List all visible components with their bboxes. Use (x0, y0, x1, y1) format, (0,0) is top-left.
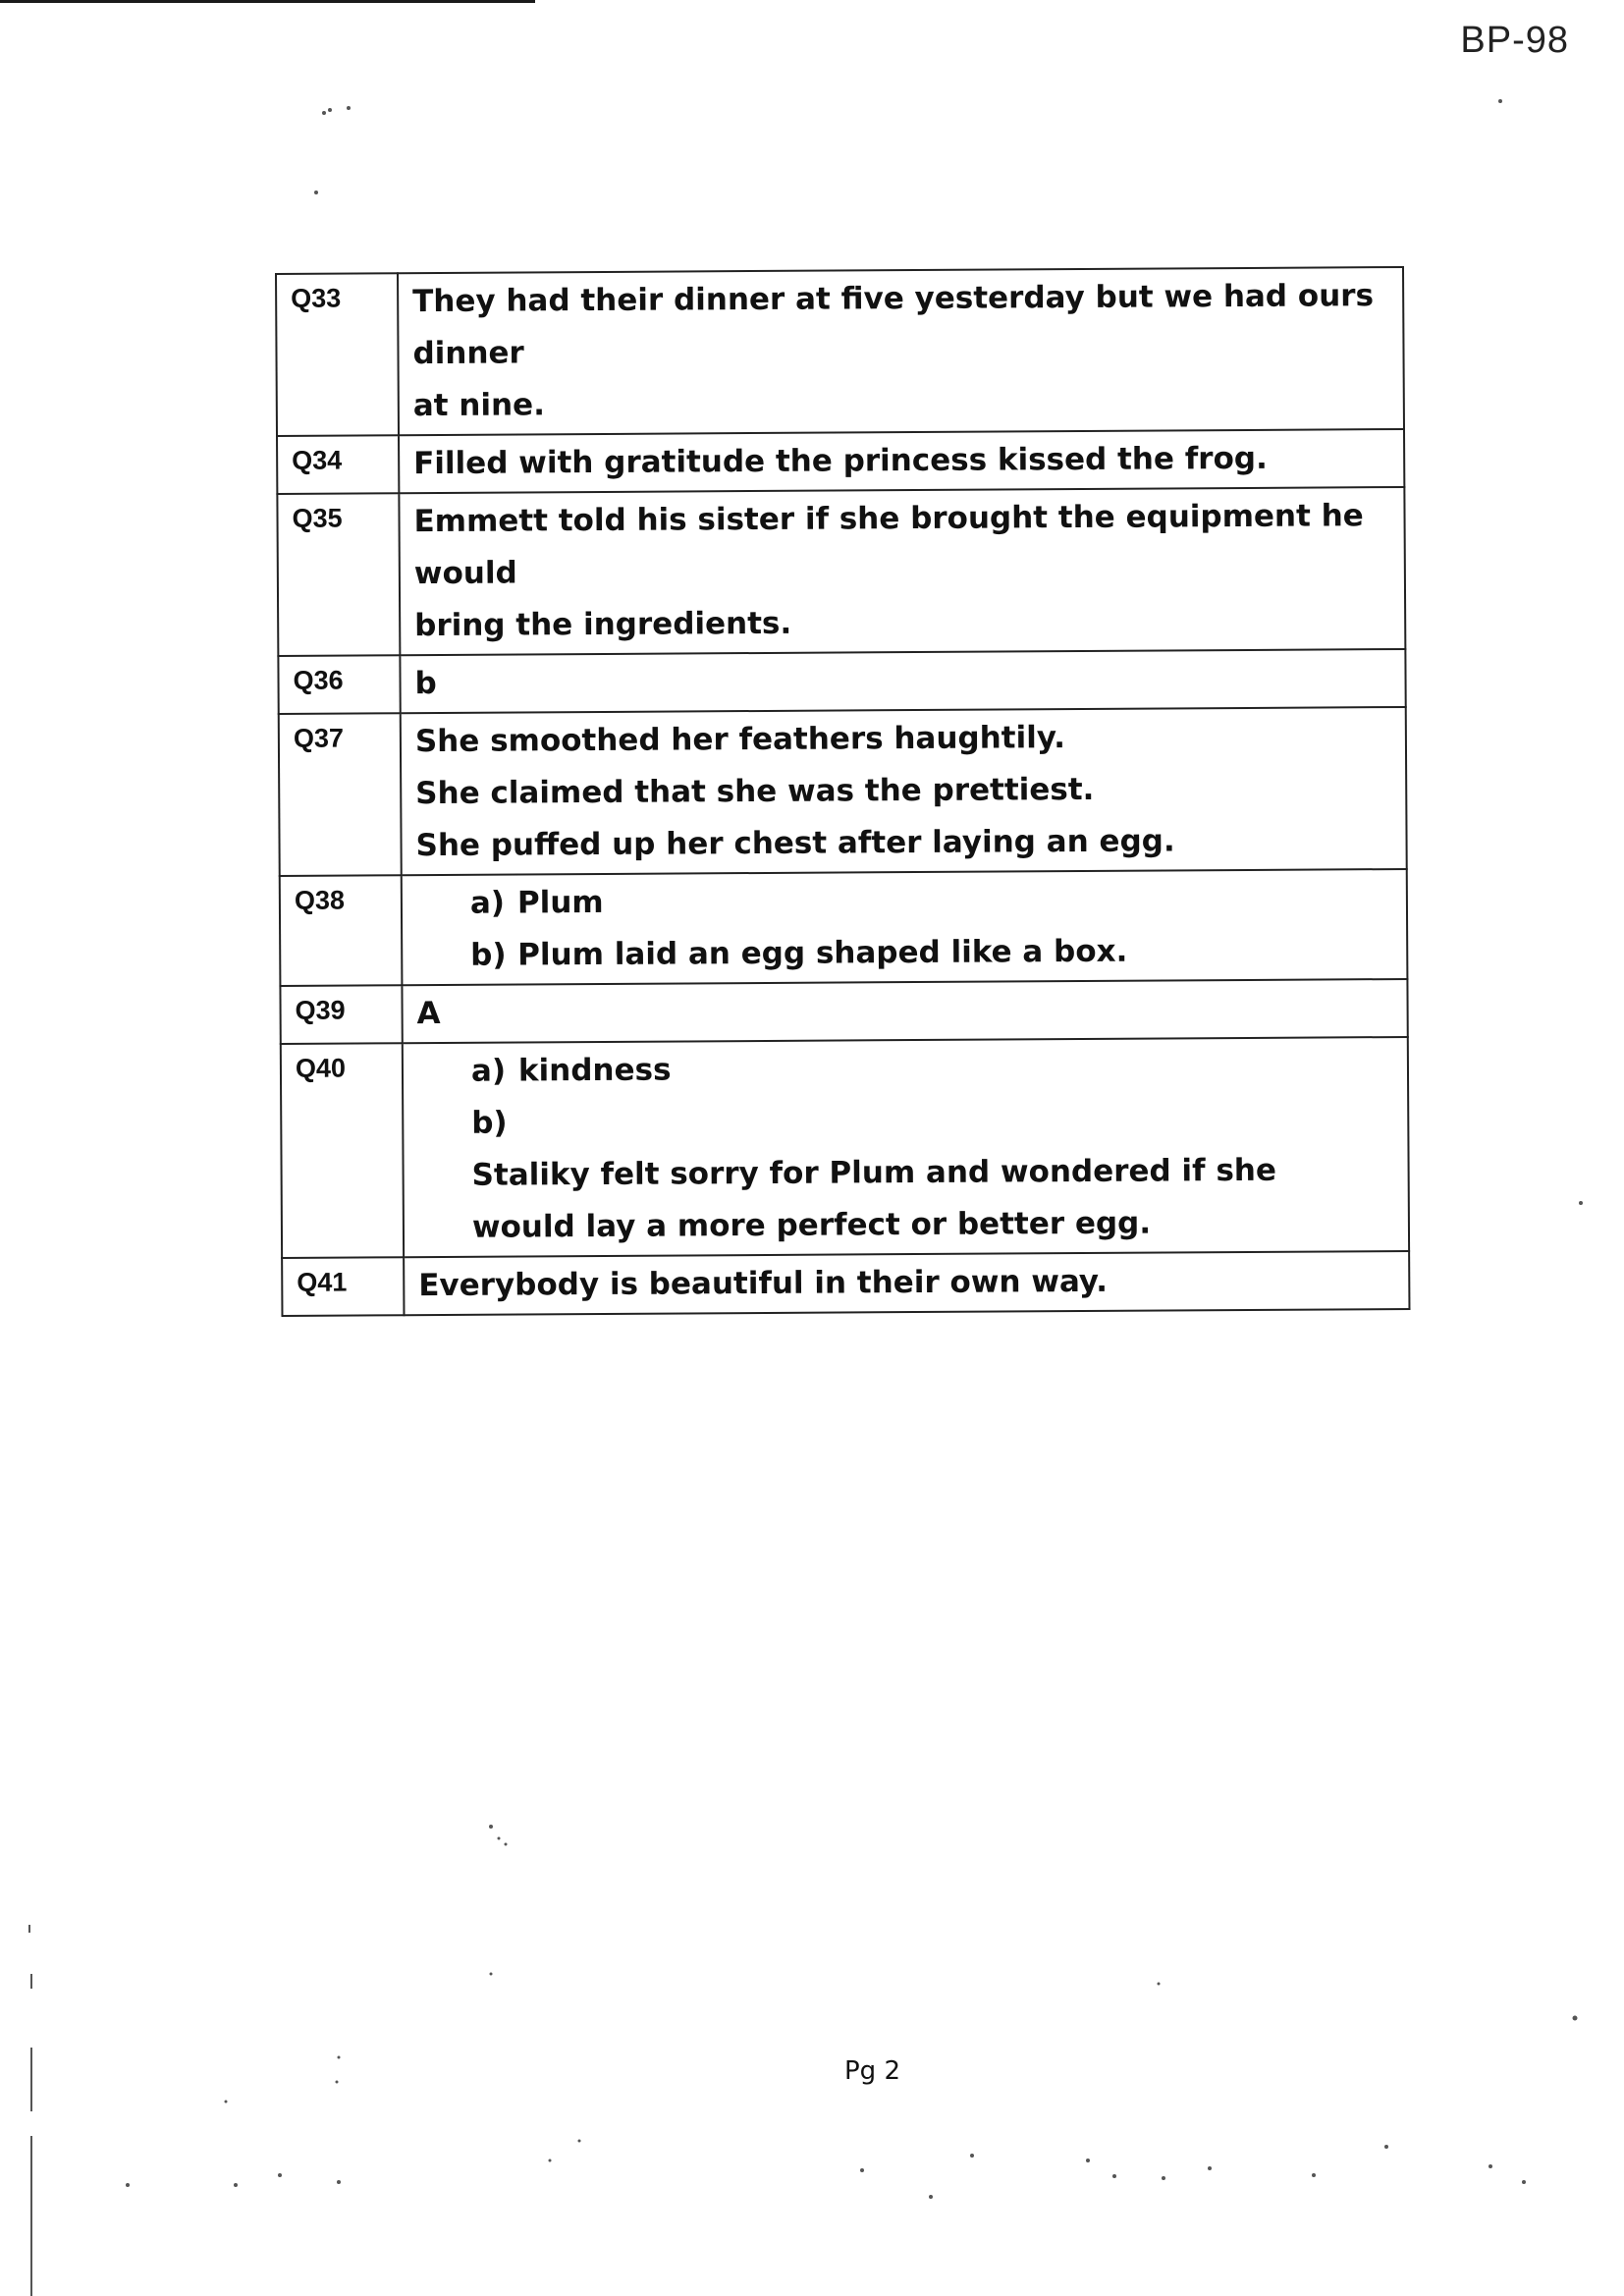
sub-answer-text: Plum laid an egg shaped like a box. (517, 933, 1128, 973)
table-row (279, 707, 1407, 876)
answer-line: She puffed up her chest after laying an egg. (415, 823, 1175, 864)
top-edge-rule (0, 0, 535, 3)
sub-answer-text: Plum (516, 884, 604, 921)
question-number: Q37 (279, 713, 402, 876)
sub-answer-text: Staliky felt sorry for Plum and wondered if she would lay a more perfect or better egg. (471, 1152, 1277, 1245)
answer-line: A (416, 995, 441, 1032)
sub-answer (417, 1040, 1393, 1098)
sub-answer (417, 1092, 1394, 1254)
sub-answer (416, 924, 1392, 982)
answer-line: She smoothed her feathers haughtily. (414, 720, 1066, 760)
table-row (276, 267, 1404, 436)
question-number: Q39 (280, 985, 402, 1044)
table-row (280, 869, 1408, 986)
page-code: BP-98 (1460, 20, 1569, 61)
answer-cell (399, 487, 1405, 655)
answer-cell (399, 429, 1404, 493)
answer-line: Emmett told his sister if she brought the equipment he would (413, 498, 1364, 592)
answer-line: b (414, 666, 437, 702)
answer-line: She claimed that she was the prettiest. (415, 771, 1095, 812)
question-number: Q40 (281, 1043, 404, 1258)
answer-line: Filled with gratitude the princess kissed the frog. (413, 440, 1268, 482)
answer-cell (402, 869, 1408, 985)
answer-cell (402, 979, 1407, 1043)
table-row (277, 429, 1404, 494)
question-number: Q34 (277, 435, 399, 494)
answer-line: Everybody is beautiful in their own way. (418, 1263, 1109, 1304)
answer-cell (401, 707, 1407, 875)
sub-answer-label: a) (470, 1053, 507, 1089)
table-row (280, 979, 1407, 1044)
answer-cell (398, 267, 1404, 435)
table-row (277, 487, 1405, 656)
answer-cell (403, 1037, 1409, 1257)
question-number: Q36 (278, 655, 400, 714)
question-number: Q33 (276, 273, 399, 436)
sub-answer-label: a) (469, 885, 506, 921)
question-number: Q38 (280, 875, 403, 986)
answer-cell (400, 649, 1405, 713)
answer-line: They had their dinner at five yesterday but we had ours dinner (412, 278, 1375, 372)
sub-answer (416, 872, 1392, 930)
answer-table (275, 266, 1410, 1317)
sub-answer-label: b) (471, 1105, 508, 1141)
table-row (278, 649, 1405, 714)
answer-cell (404, 1251, 1409, 1315)
question-number: Q41 (282, 1257, 404, 1316)
table-row (282, 1251, 1409, 1316)
answer-line: at nine. (412, 387, 546, 424)
sub-answer-text: kindness (517, 1052, 672, 1089)
table-row (281, 1037, 1409, 1258)
question-number: Q35 (277, 493, 400, 656)
sub-answer-label: b) (470, 937, 507, 973)
answer-line: bring the ingredients. (414, 605, 792, 644)
page-number: Pg 2 (844, 2056, 900, 2086)
